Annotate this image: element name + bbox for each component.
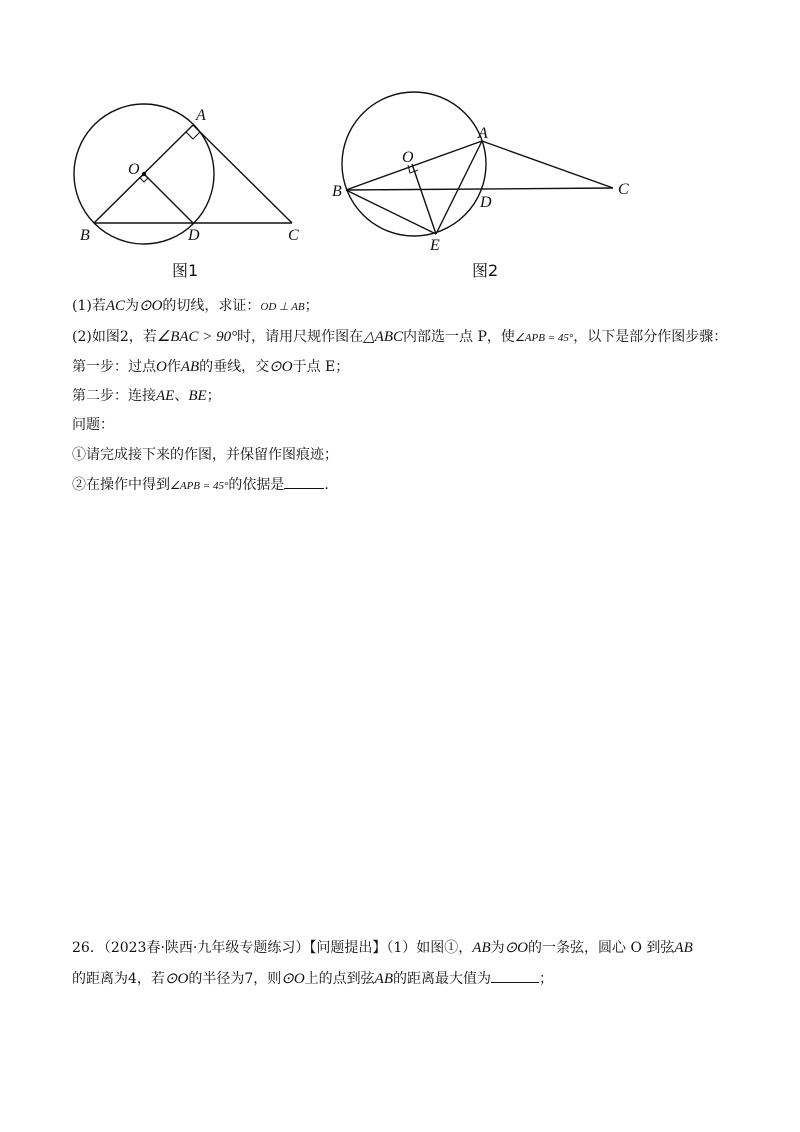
label-d: D	[188, 227, 200, 244]
step-2	[72, 386, 221, 406]
part-1	[72, 296, 319, 317]
question-1: ①请完成接下来的作图，并保留作图痕迹；	[72, 447, 338, 463]
math-angle-bac: ∠BAC > 90°	[156, 329, 238, 345]
text: 的一条弦，圆心 O 到弦	[528, 940, 675, 956]
math-circle-o: ⊙O	[164, 971, 189, 987]
text: 作	[166, 359, 181, 375]
math-ae: AE	[156, 388, 175, 404]
label-b: B	[80, 227, 90, 244]
text: 内部选一点 P，使	[403, 329, 515, 345]
answer-blank[interactable]	[491, 968, 539, 983]
text: 的依据是	[228, 477, 285, 493]
label-d: D	[480, 194, 492, 211]
math-od-perp-ab: OD ⊥ AB	[260, 301, 305, 313]
math-ab: AB	[180, 359, 200, 375]
question-label: 问题：	[72, 417, 114, 433]
math-circle-o: ⊙O	[281, 971, 305, 987]
text: ；	[304, 298, 319, 314]
math-circle-o: ⊙O	[504, 940, 529, 956]
text: 的距离为4，若	[72, 971, 165, 987]
text: 的垂线，交	[199, 359, 270, 375]
text: 为	[490, 940, 505, 956]
text: ；	[206, 388, 221, 404]
text: 的切线，求证：	[162, 298, 261, 314]
part-2	[72, 327, 727, 348]
segment-od	[144, 174, 193, 223]
math-circle-o: ⊙O	[269, 359, 293, 375]
label-e: E	[430, 237, 440, 254]
text: 于点 E；	[292, 359, 350, 375]
text: 第一步：过点	[72, 359, 156, 375]
question-2	[72, 474, 329, 496]
label-a: A	[478, 125, 488, 142]
problem-source: （2023春·陕西·九年级专题练习）	[103, 940, 310, 956]
figure-1	[60, 90, 320, 250]
point-o	[142, 172, 146, 176]
step-1	[72, 357, 349, 377]
text: (1)若	[72, 298, 106, 314]
math-triangle-abc: △ABC	[363, 329, 404, 345]
text: ，以下是部分作图步骤：	[573, 329, 728, 345]
label-c: C	[288, 227, 299, 244]
math-angle-apb: ∠APB = 45°	[514, 332, 574, 344]
label-a: A	[196, 107, 206, 124]
text: 第二步：连接	[72, 388, 156, 404]
math-angle-apb: ∠APB = 45°	[170, 480, 229, 492]
problem-26-line-2	[72, 968, 553, 989]
math-ab: AB	[374, 971, 393, 987]
math-ab: AB	[472, 940, 491, 956]
text: （1）如图①，	[386, 940, 473, 956]
label-o: O	[128, 161, 140, 178]
math-circle-o: ⊙O	[139, 298, 163, 314]
figure-1-caption: 图1	[172, 261, 199, 280]
figure-2	[328, 86, 638, 256]
math-o: O	[156, 359, 167, 375]
math-ab: AB	[674, 940, 693, 956]
text: 为	[125, 298, 140, 314]
problem-26-line-1	[72, 938, 693, 958]
text: 的距离最大值为	[392, 971, 491, 987]
text: 、	[174, 388, 189, 404]
figure-2-caption: 图2	[472, 261, 499, 280]
text: 上的点到弦	[304, 971, 375, 987]
problem-tag: 【问题提出】	[309, 940, 387, 956]
right-angle-a	[186, 132, 200, 139]
label-b: B	[332, 183, 342, 200]
text: (2)如图2，若	[72, 329, 157, 345]
segment-ac	[482, 141, 613, 188]
answer-blank[interactable]	[284, 474, 324, 489]
text: 时，请用尺规作图在	[237, 329, 364, 345]
problem-number: 26．	[72, 940, 104, 956]
label-o: O	[402, 149, 414, 166]
segment-bc	[346, 188, 613, 190]
text: ②在操作中得到	[72, 477, 170, 493]
math-ac: AC	[105, 298, 126, 314]
math-be: BE	[188, 388, 207, 404]
text: 的半径为7，则	[188, 971, 282, 987]
label-c: C	[618, 181, 629, 198]
segment-ac	[193, 125, 292, 223]
circle-o	[342, 92, 486, 236]
text: .	[324, 477, 329, 493]
text: ；	[538, 971, 553, 987]
